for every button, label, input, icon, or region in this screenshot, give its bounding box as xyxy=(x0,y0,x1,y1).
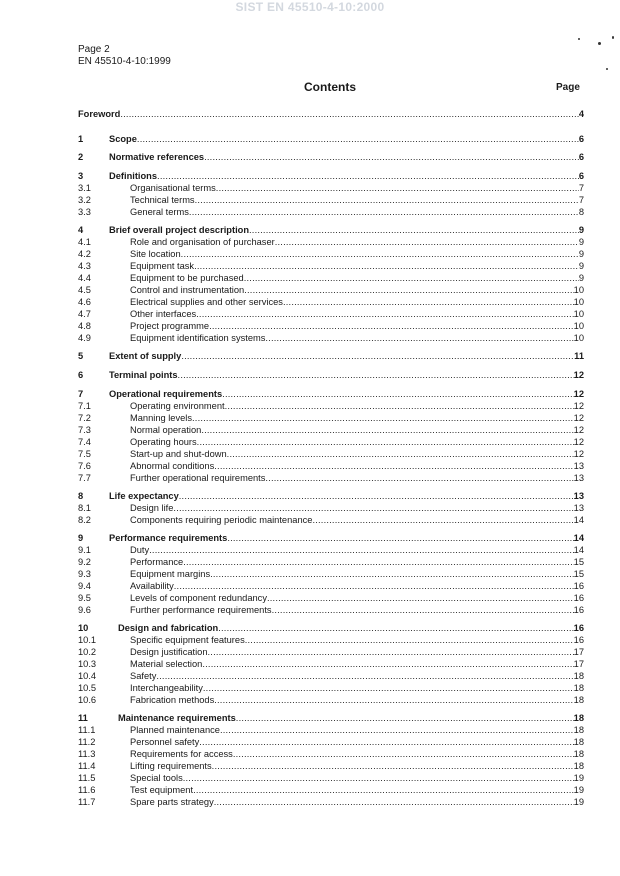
toc-entry-title: Operating environment xyxy=(130,401,225,411)
toc-entry-number: 3.1 xyxy=(78,183,91,193)
toc-dot-leader xyxy=(212,760,574,772)
toc-entry[interactable] xyxy=(78,284,584,296)
toc-entry[interactable] xyxy=(78,658,584,670)
page-number: Page 2 xyxy=(78,44,110,55)
toc-entry-page: 12 xyxy=(573,449,584,459)
toc-entry[interactable] xyxy=(78,712,584,724)
toc-entry[interactable] xyxy=(78,424,584,436)
toc-entry[interactable] xyxy=(78,724,584,736)
toc-entry-page: 9 xyxy=(578,273,584,283)
toc-entry-page: 13 xyxy=(573,461,584,471)
toc-entry-page: 8 xyxy=(578,207,584,217)
toc-entry[interactable] xyxy=(78,514,584,526)
contents-title: Contents xyxy=(304,80,356,94)
toc-entry[interactable] xyxy=(78,448,584,460)
toc-entry-title: Extent of supply xyxy=(109,351,182,361)
toc-dot-leader xyxy=(181,248,579,260)
toc-entry-number: 11.6 xyxy=(78,785,96,795)
toc-entry-title: General terms xyxy=(130,207,189,217)
toc-entry[interactable] xyxy=(78,622,584,634)
toc-entry-number: 8 xyxy=(78,491,84,501)
toc-entry-page: 19 xyxy=(573,797,584,807)
toc-dot-leader xyxy=(312,514,573,526)
toc-entry[interactable] xyxy=(78,170,584,182)
toc-entry[interactable] xyxy=(78,760,584,772)
toc-entry-number: 4.1 xyxy=(78,237,91,247)
toc-entry-number: 11.4 xyxy=(78,761,96,771)
toc-dot-leader xyxy=(244,272,579,284)
toc-entry[interactable] xyxy=(78,670,584,682)
toc-dot-leader xyxy=(157,170,579,182)
toc-entry-number: 3.2 xyxy=(78,195,91,205)
toc-entry-title: Equipment to be purchased xyxy=(130,273,244,283)
toc-entry[interactable] xyxy=(78,320,584,332)
toc-entry-number: 11.5 xyxy=(78,773,96,783)
toc-entry[interactable] xyxy=(78,634,584,646)
toc-entry-page: 12 xyxy=(573,425,584,435)
toc-entry-title: Brief overall project description xyxy=(109,225,250,235)
toc-entry[interactable] xyxy=(78,350,584,362)
toc-entry-number: 3.3 xyxy=(78,207,91,217)
toc-entry-title: Operating hours xyxy=(130,437,197,447)
toc-entry[interactable] xyxy=(78,248,584,260)
scan-speck xyxy=(612,36,614,39)
toc-entry-page: 13 xyxy=(573,503,584,513)
toc-entry-page: 9 xyxy=(578,237,584,247)
toc-entry-page: 17 xyxy=(573,647,584,657)
toc-entry-title: Maintenance requirements xyxy=(118,713,236,723)
toc-entry-number: 4.2 xyxy=(78,249,91,259)
toc-dot-leader xyxy=(209,320,574,332)
toc-entry-number: 9.2 xyxy=(78,557,91,567)
toc-entry-page: 19 xyxy=(573,773,584,783)
toc-entry-page: 18 xyxy=(573,671,584,681)
toc-dot-leader xyxy=(214,460,573,472)
toc-dot-leader xyxy=(197,436,574,448)
toc-entry-page: 12 xyxy=(573,401,584,411)
toc-entry-title: Organisational terms xyxy=(130,183,216,193)
toc-dot-leader xyxy=(244,284,573,296)
toc-entry[interactable] xyxy=(78,784,584,796)
toc-dot-leader xyxy=(199,736,573,748)
toc-entry-number: 1 xyxy=(78,134,84,144)
toc-entry-page: 7 xyxy=(578,183,584,193)
toc-entry-page: 9 xyxy=(578,225,584,235)
toc-entry-title: Specific equipment features xyxy=(130,635,245,645)
toc-dot-leader xyxy=(265,332,573,344)
toc-entry-page: 10 xyxy=(573,333,584,343)
toc-entry-number: 4.6 xyxy=(78,297,91,307)
toc-entry[interactable] xyxy=(78,490,584,502)
toc-entry-page: 10 xyxy=(573,321,584,331)
toc-entry[interactable] xyxy=(78,400,584,412)
toc-entry[interactable] xyxy=(78,151,584,163)
toc-entry-title: Personnel safety xyxy=(130,737,200,747)
toc-entry-page: 15 xyxy=(573,569,584,579)
toc-entry-title: Design and fabrication xyxy=(118,623,219,633)
toc-entry-page: 18 xyxy=(573,761,584,771)
toc-entry-title: Normal operation xyxy=(130,425,202,435)
toc-entry-number: 11.3 xyxy=(78,749,96,759)
toc-entry[interactable] xyxy=(78,502,584,514)
toc-entry-number: 4.5 xyxy=(78,285,91,295)
toc-entry-title: Levels of component redundancy xyxy=(130,593,267,603)
toc-entry-number: 10.6 xyxy=(78,695,97,705)
toc-dot-leader xyxy=(193,784,574,796)
toc-entry-title: Equipment identification systems xyxy=(130,333,266,343)
toc-entry-page: 17 xyxy=(573,659,584,669)
toc-entry-page: 16 xyxy=(573,635,584,645)
toc-entry[interactable] xyxy=(78,436,584,448)
toc-dot-leader xyxy=(120,108,578,120)
toc-entry-title: Life expectancy xyxy=(109,491,179,501)
toc-entry-number: 7.5 xyxy=(78,449,91,459)
toc-dot-leader xyxy=(173,502,573,514)
toc-entry-title: Start-up and shut-down xyxy=(130,449,227,459)
toc-entry-page: 19 xyxy=(573,785,584,795)
toc-entry[interactable] xyxy=(78,260,584,272)
toc-entry[interactable] xyxy=(78,592,584,604)
toc-entry[interactable] xyxy=(78,388,584,400)
toc-dot-leader xyxy=(283,296,574,308)
toc-entry-title: Other interfaces xyxy=(130,309,197,319)
toc-entry[interactable] xyxy=(78,556,584,568)
toc-entry-page: 6 xyxy=(578,134,584,144)
toc-entry-title: Abnormal conditions xyxy=(130,461,215,471)
toc-entry-number: 7.7 xyxy=(78,473,91,483)
toc-dot-leader xyxy=(192,412,574,424)
toc-entry[interactable] xyxy=(78,460,584,472)
toc-dot-leader xyxy=(149,544,574,556)
toc-dot-leader xyxy=(267,592,574,604)
toc-dot-leader xyxy=(183,556,573,568)
toc-entry[interactable] xyxy=(78,369,584,381)
toc-entry[interactable] xyxy=(78,694,584,706)
toc-entry-title: Lifting requirements xyxy=(130,761,212,771)
toc-entry-title: Control and instrumentation xyxy=(130,285,245,295)
toc-entry-page: 16 xyxy=(573,605,584,615)
toc-entry-title: Special tools xyxy=(130,773,183,783)
toc-entry-number: 10.5 xyxy=(78,683,97,693)
toc-entry-page: 12 xyxy=(573,437,584,447)
watermark: SIST EN 45510-4-10:2000 xyxy=(235,0,385,14)
toc-entry[interactable] xyxy=(78,580,584,592)
toc-entry-page: 16 xyxy=(573,593,584,603)
toc-entry[interactable] xyxy=(78,604,584,616)
toc-dot-leader xyxy=(227,532,573,544)
toc-entry-number: 4.8 xyxy=(78,321,91,331)
toc-dot-leader xyxy=(218,622,573,634)
toc-entry[interactable] xyxy=(78,772,584,784)
toc-entry[interactable] xyxy=(78,206,584,218)
toc-entry-page: 18 xyxy=(573,713,584,723)
toc-entry-title: Planned maintenance xyxy=(130,725,220,735)
toc-entry[interactable] xyxy=(78,272,584,284)
toc-entry-number: 10 xyxy=(78,623,89,633)
toc-entry-page: 14 xyxy=(573,533,584,543)
toc-entry-page: 12 xyxy=(573,370,584,380)
document-id: EN 45510-4-10:1999 xyxy=(78,56,171,67)
toc-dot-leader xyxy=(183,772,574,784)
toc-dot-leader xyxy=(178,369,574,381)
toc-entry-number: 7.4 xyxy=(78,437,91,447)
toc-entry[interactable] xyxy=(78,472,584,484)
toc-entry-page: 12 xyxy=(573,413,584,423)
toc-entry-page: 6 xyxy=(578,152,584,162)
toc-entry-number: 11 xyxy=(78,713,88,723)
toc-entry[interactable] xyxy=(78,646,584,658)
toc-dot-leader xyxy=(265,472,573,484)
toc-dot-leader xyxy=(222,388,574,400)
toc-entry[interactable] xyxy=(78,194,584,206)
toc-dot-leader xyxy=(156,670,573,682)
toc-entry-number: 7.1 xyxy=(78,401,91,411)
toc-entry-number: 2 xyxy=(78,152,84,162)
scan-speck xyxy=(598,42,601,45)
toc-entry[interactable] xyxy=(78,412,584,424)
toc-entry[interactable] xyxy=(78,532,584,544)
toc-entry-page: 10 xyxy=(573,285,584,295)
toc-dot-leader xyxy=(214,694,573,706)
scan-speck xyxy=(578,38,580,40)
toc-entry-title: Performance requirements xyxy=(109,533,228,543)
toc-entry-page: 9 xyxy=(578,261,584,271)
toc-dot-leader xyxy=(275,236,579,248)
toc-dot-leader xyxy=(216,182,579,194)
toc-entry-title: Manning levels xyxy=(130,413,193,423)
toc-dot-leader xyxy=(214,796,574,808)
toc-entry-number: 7 xyxy=(78,389,84,399)
toc-entry-number: 9.6 xyxy=(78,605,91,615)
toc-entry-title: Operational requirements xyxy=(109,389,223,399)
toc-entry-page: 18 xyxy=(573,725,584,735)
toc-entry-number: 9.5 xyxy=(78,593,91,603)
toc-entry-number: 8.1 xyxy=(78,503,91,513)
toc-entry-page: 18 xyxy=(573,683,584,693)
toc-entry-number: 9.4 xyxy=(78,581,91,591)
toc-entry[interactable] xyxy=(78,796,584,808)
toc-entry-number: 7.2 xyxy=(78,413,91,423)
toc-entry-number: 9 xyxy=(78,533,84,543)
toc-entry-page: 12 xyxy=(573,389,584,399)
toc-entry[interactable] xyxy=(78,108,584,120)
toc-dot-leader xyxy=(196,308,574,320)
toc-entry-number: 8.2 xyxy=(78,515,91,525)
toc-entry[interactable] xyxy=(78,182,584,194)
toc-entry-title: Duty xyxy=(130,545,150,555)
toc-entry-number: 4.9 xyxy=(78,333,91,343)
toc-entry-number: 9.1 xyxy=(78,545,91,555)
toc-entry-number: 10.3 xyxy=(78,659,97,669)
toc-entry-page: 13 xyxy=(573,473,584,483)
toc-entry-number: 10.4 xyxy=(78,671,97,681)
toc-entry-number: 4 xyxy=(78,225,84,235)
toc-entry-title: Spare parts strategy xyxy=(130,797,214,807)
toc-entry[interactable] xyxy=(78,133,584,145)
toc-dot-leader xyxy=(189,206,579,218)
toc-entry[interactable] xyxy=(78,568,584,580)
toc-dot-leader xyxy=(245,634,574,646)
toc-entry-title: Components requiring periodic maintenance xyxy=(130,515,313,525)
toc-dot-leader xyxy=(220,724,574,736)
toc-entry-title: Safety xyxy=(130,671,157,681)
toc-entry-page: 6 xyxy=(578,171,584,181)
toc-entry[interactable] xyxy=(78,544,584,556)
toc-entry[interactable] xyxy=(78,224,584,236)
toc-entry-title: Equipment margins xyxy=(130,569,211,579)
toc-entry-title: Performance xyxy=(130,557,184,567)
toc-entry-title: Availability xyxy=(130,581,174,591)
toc-entry[interactable] xyxy=(78,236,584,248)
toc-entry-title: Design justification xyxy=(130,647,208,657)
toc-entry-title: Equipment task xyxy=(130,261,195,271)
toc-dot-leader xyxy=(249,224,579,236)
toc-dot-leader xyxy=(233,748,574,760)
toc-dot-leader xyxy=(195,194,579,206)
toc-entry-number: 7.6 xyxy=(78,461,91,471)
toc-entry-page: 18 xyxy=(573,737,584,747)
toc-entry[interactable] xyxy=(78,296,584,308)
toc-entry-page: 10 xyxy=(573,309,584,319)
toc-entry-title: Material selection xyxy=(130,659,203,669)
toc-entry-page: 18 xyxy=(573,695,584,705)
toc-entry-page: 4 xyxy=(578,109,584,119)
toc-entry-title: Design life xyxy=(130,503,174,513)
toc-entry-title: Foreword xyxy=(78,109,121,119)
toc-entry-number: 5 xyxy=(78,351,84,361)
toc-entry-title: Scope xyxy=(109,134,137,144)
toc-entry-page: 10 xyxy=(573,297,584,307)
toc-entry-page: 14 xyxy=(573,545,584,555)
toc-entry-number: 4.7 xyxy=(78,309,91,319)
toc-entry-title: Electrical supplies and other services xyxy=(130,297,283,307)
toc-entry-number: 11.7 xyxy=(78,797,96,807)
toc-dot-leader xyxy=(179,490,574,502)
toc-entry[interactable] xyxy=(78,682,584,694)
toc-dot-leader xyxy=(203,682,574,694)
toc-entry-page: 18 xyxy=(573,749,584,759)
toc-dot-leader xyxy=(272,604,574,616)
toc-dot-leader xyxy=(208,646,574,658)
toc-entry-title: Definitions xyxy=(109,171,158,181)
toc-entry-title: Test equipment xyxy=(130,785,194,795)
toc-entry-number: 11.1 xyxy=(78,725,96,735)
toc-entry-title: Project programme xyxy=(130,321,210,331)
toc-entry-page: 14 xyxy=(573,515,584,525)
toc-entry-page: 16 xyxy=(573,623,584,633)
toc-entry[interactable] xyxy=(78,332,584,344)
toc-entry-title: Site location xyxy=(130,249,181,259)
toc-entry-title: Further performance requirements xyxy=(130,605,272,615)
toc-dot-leader xyxy=(201,424,573,436)
toc-entry[interactable] xyxy=(78,748,584,760)
toc-entry-title: Requirements for access xyxy=(130,749,233,759)
toc-dot-leader xyxy=(194,260,579,272)
toc-dot-leader xyxy=(227,448,574,460)
toc-entry-page: 13 xyxy=(573,491,584,501)
toc-entry-number: 9.3 xyxy=(78,569,91,579)
toc-entry[interactable] xyxy=(78,736,584,748)
toc-entry-page: 9 xyxy=(578,249,584,259)
toc-dot-leader xyxy=(181,350,574,362)
toc-entry-title: Technical terms xyxy=(130,195,195,205)
toc-entry-number: 11.2 xyxy=(78,737,96,747)
toc-entry-title: Terminal points xyxy=(109,370,178,380)
toc-dot-leader xyxy=(225,400,574,412)
toc-entry-number: 10.1 xyxy=(78,635,97,645)
toc-entry-title: Fabrication methods xyxy=(130,695,215,705)
toc-entry-page: 15 xyxy=(573,557,584,567)
toc-entry-page: 11 xyxy=(574,351,584,361)
toc-dot-leader xyxy=(210,568,574,580)
toc-entry-number: 4.3 xyxy=(78,261,91,271)
toc-dot-leader xyxy=(204,151,579,163)
toc-dot-leader xyxy=(236,712,574,724)
toc-entry-page: 7 xyxy=(578,195,584,205)
toc-entry-number: 7.3 xyxy=(78,425,91,435)
toc-entry-number: 4.4 xyxy=(78,273,91,283)
scan-speck xyxy=(606,68,608,70)
toc-dot-leader xyxy=(202,658,573,670)
toc-entry-title: Normative references xyxy=(109,152,205,162)
toc-entry[interactable] xyxy=(78,308,584,320)
toc-entry-page: 16 xyxy=(573,581,584,591)
toc-dot-leader xyxy=(174,580,574,592)
toc-dot-leader xyxy=(137,133,579,145)
toc-entry-number: 3 xyxy=(78,171,84,181)
toc-entry-title: Further operational requirements xyxy=(130,473,266,483)
page-header xyxy=(78,44,171,68)
toc-entry-number: 10.2 xyxy=(78,647,97,657)
toc-entry-title: Interchangeability xyxy=(130,683,203,693)
page-column-label: Page xyxy=(556,82,580,93)
toc-entry-number: 6 xyxy=(78,370,84,380)
toc-entry-title: Role and organisation of purchaser xyxy=(130,237,275,247)
